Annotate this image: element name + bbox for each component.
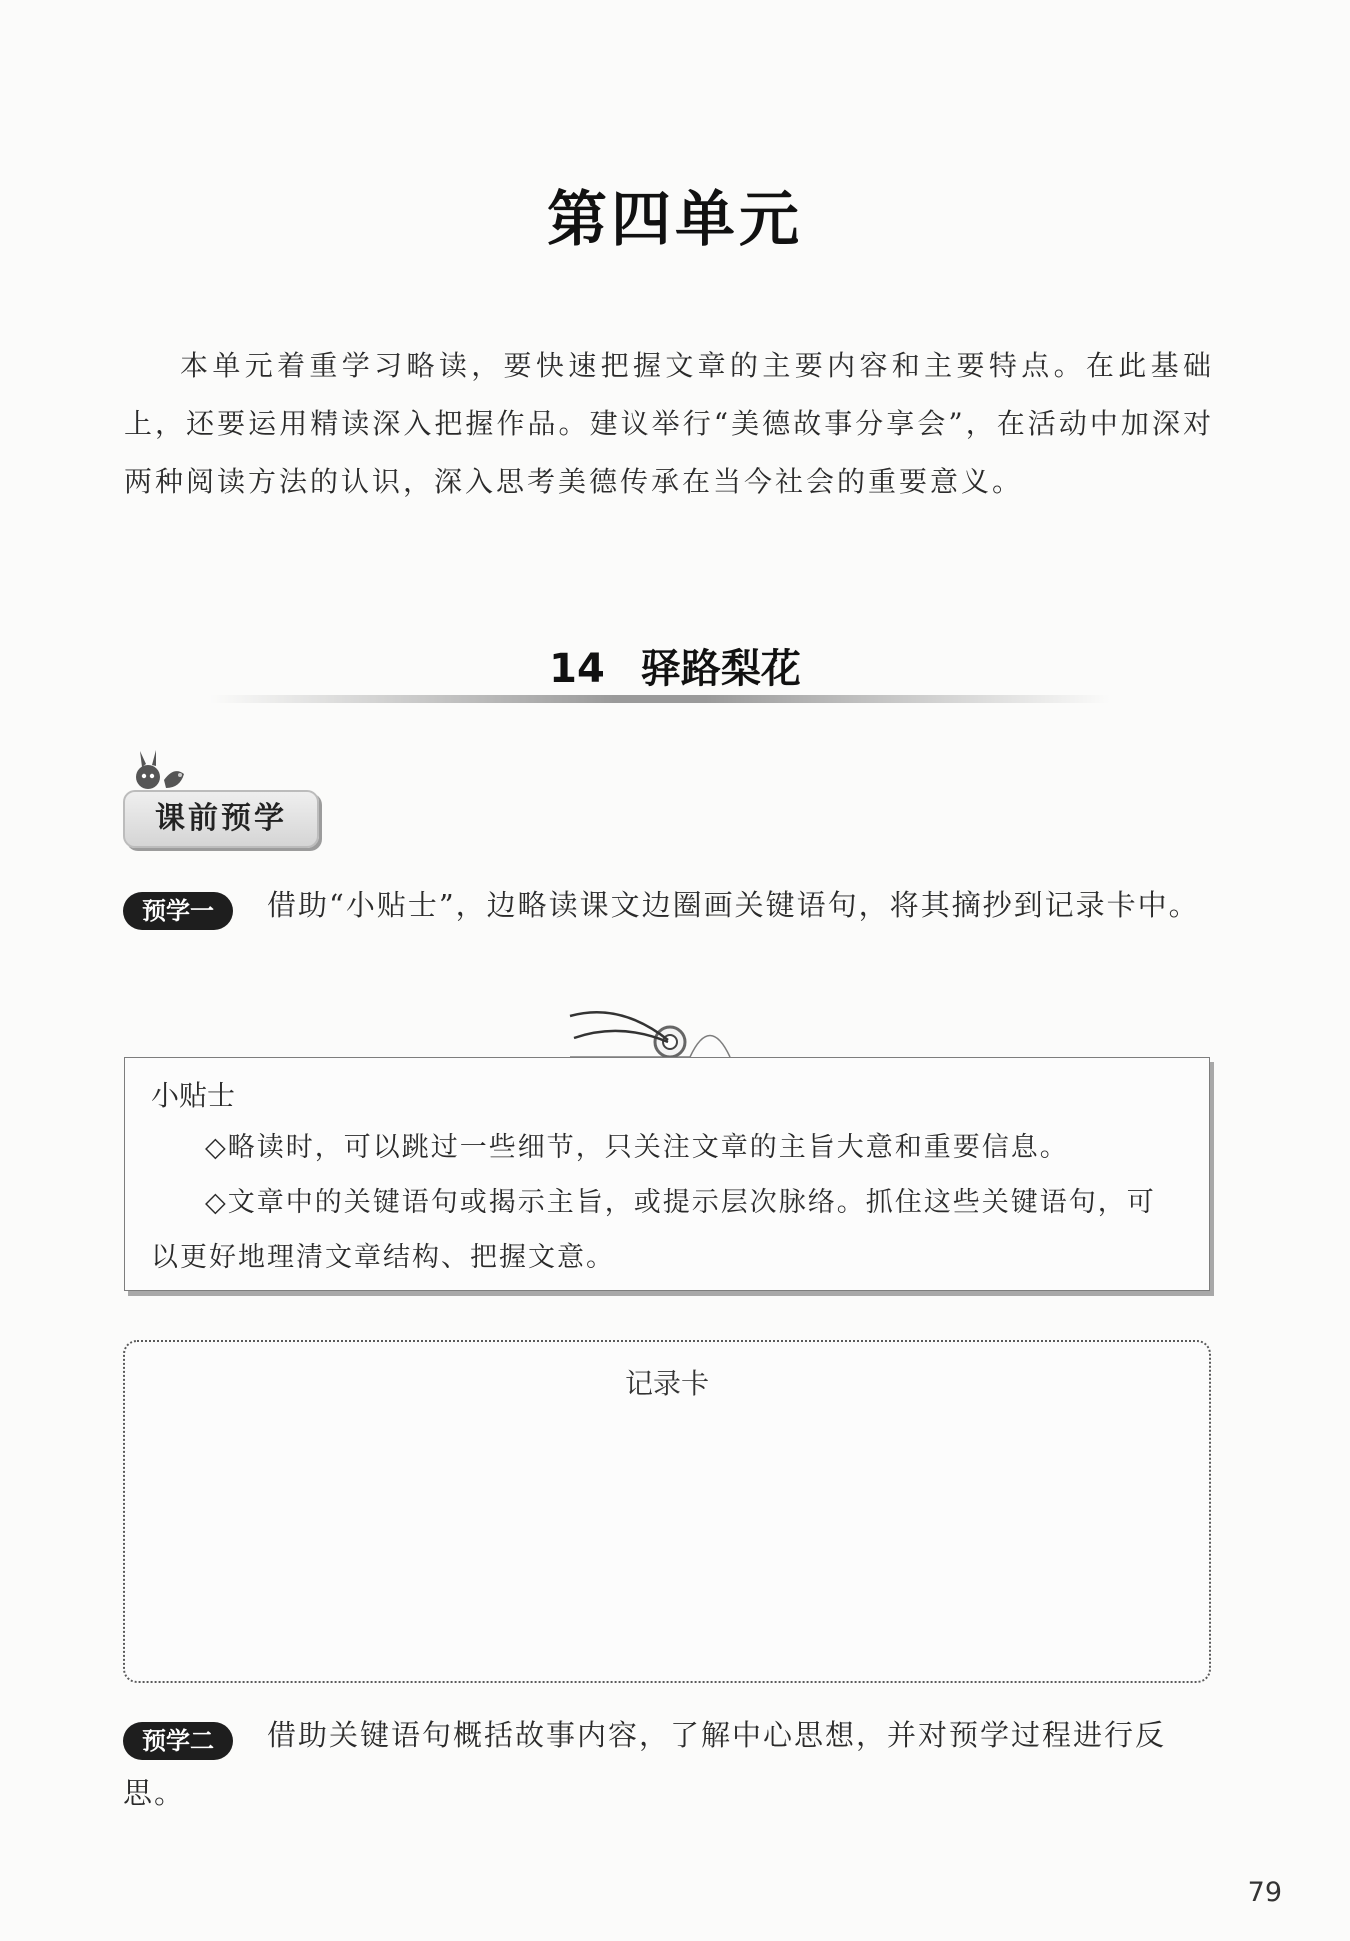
record-card[interactable] [123, 1340, 1211, 1683]
task-2-badge: 预学二 [123, 1722, 233, 1760]
preview-task-2 [123, 1706, 1213, 1822]
unit-intro: 本单元着重学习略读，要快速把握文章的主要内容和主要特点。在此基础上，还要运用精读深入把握作品。建议举行“美德故事分享会”，在活动中加深对两种阅读方法的认识，深入思考美德传承在当今社会的重要意义。 [124, 349, 1214, 498]
rabbit-mascot-icon [134, 748, 190, 792]
task-1-badge: 预学一 [123, 892, 233, 930]
tips-item-1: ◇略读时，可以跳过一些细节，只关注文章的主旨大意和重要信息。 [205, 1132, 1069, 1163]
lesson-number: 14 [549, 646, 605, 692]
record-card-title: 记录卡 [624, 1367, 709, 1400]
lesson-name: 驿路梨花 [640, 646, 801, 692]
title-underline [210, 695, 1110, 703]
tips-title: 小贴士 [151, 1079, 236, 1112]
page-number: 79 [1247, 1877, 1282, 1908]
lesson-title [0, 637, 1350, 694]
tips-box [124, 1057, 1210, 1291]
task-1-text: 借助“小贴士”，边略读课文边圈画关键语句，将其摘抄到记录卡中。 [267, 888, 1200, 922]
section-label-preview: 课前预学 [123, 790, 319, 848]
preview-task-1 [123, 876, 1213, 934]
tips-item-2: ◇文章中的关键语句或揭示主旨，或提示层次脉络。抓住这些关键语句，可以更好地理清文章结构、把握文意。 [151, 1187, 1156, 1273]
task-2-text: 借助关键语句概括故事内容，了解中心思想，并对预学过程进行反思。 [123, 1718, 1167, 1810]
unit-title: 第四单元 [547, 185, 803, 255]
